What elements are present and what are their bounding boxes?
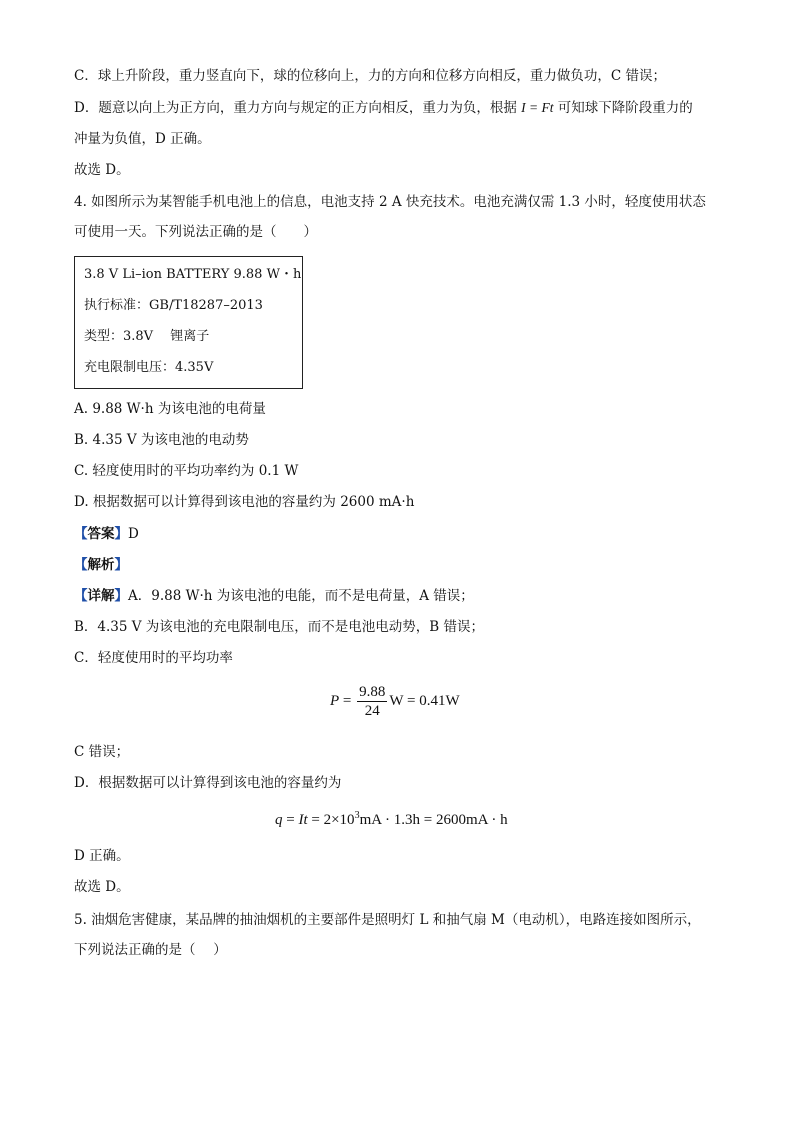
prev-solution-c: C．球上升阶段，重力竖直向下，球的位移向上，力的方向和位移方向相反，重力做负功，C 错误； xyxy=(74,68,666,84)
detail-bracket-close: 】 xyxy=(114,588,128,604)
prev-solution-d-line2: 冲量为负值，D 正确。 xyxy=(74,131,211,147)
analysis-line xyxy=(74,555,128,575)
q4-stem-line1: 4. 如图所示为某智能手机电池上的信息，电池支持 2 A 快充技术。电池充满仅需 1.3 小时，轻度使用状态 xyxy=(74,194,706,210)
analysis-tag: 解析 xyxy=(87,557,115,573)
detail-bracket-open: 【 xyxy=(74,588,88,604)
q4-option-a: A. 9.88 W·h 为该电池的电荷量 xyxy=(74,401,266,417)
q4-stem-line2: 可使用一天。下列说法正确的是（ ） xyxy=(74,224,317,240)
capacity-formula-eq1: = xyxy=(282,812,299,828)
power-formula-lhs: P xyxy=(330,692,340,709)
detail-a-line xyxy=(74,586,474,606)
analysis-bracket-close: 】 xyxy=(114,557,128,573)
capacity-formula-eq2: = 2×10 xyxy=(307,812,355,828)
power-formula-rhs: = 0.41W xyxy=(403,692,460,709)
prev-solution-d-text-after: 可知球下降阶段重力的 xyxy=(553,100,693,116)
prev-solution-d-text-before: D．题意以向上为正方向，重力方向与规定的正方向相反，重力为负，根据 xyxy=(74,100,522,116)
capacity-formula-lhs: q xyxy=(275,812,283,828)
power-formula xyxy=(330,683,460,720)
power-formula-fraction xyxy=(357,683,387,720)
answer-line xyxy=(74,524,139,544)
battery-label-line2: 执行标准：GB/T18287–2013 xyxy=(84,298,263,313)
answer-bracket-close: 】 xyxy=(114,526,128,542)
q5-stem-line2: 下列说法正确的是（ ） xyxy=(74,942,227,958)
q4-option-b: B. 4.35 V 为该电池的电动势 xyxy=(74,432,249,448)
detail-c-line: C．轻度使用时的平均功率 xyxy=(74,650,233,666)
battery-label-box xyxy=(74,256,303,389)
prev-solution-d-line1 xyxy=(74,98,693,118)
capacity-formula-rest: mA · 1.3h = 2600mA · h xyxy=(359,812,508,828)
q4-option-c: C. 轻度使用时的平均功率约为 0.1 W xyxy=(74,463,299,479)
q4-conclusion: 故选 D。 xyxy=(74,879,130,895)
battery-label-line4: 充电限制电压：4.35V xyxy=(84,360,214,375)
impulse-formula: I = Ft xyxy=(521,100,554,115)
capacity-formula-it: It xyxy=(298,812,308,828)
detail-d-line: D．根据数据可以计算得到该电池的容量约为 xyxy=(74,775,342,791)
capacity-formula xyxy=(275,810,508,829)
power-formula-denominator: 24 xyxy=(364,703,380,719)
q5-stem-line1: 5. 油烟危害健康，某品牌的抽油烟机的主要部件是照明灯 L 和抽气扇 M（电动机），电路连接如图所示， xyxy=(74,912,701,928)
detail-b-line: B．4.35 V 为该电池的充电限制电压，而不是电池电动势，B 错误； xyxy=(74,619,485,635)
capacity-formula-exponent: 3 xyxy=(354,810,360,821)
answer-bracket-open: 【 xyxy=(74,526,88,542)
detail-a-text: A．9.88 W·h 为该电池的电能，而不是电荷量，A 错误； xyxy=(128,588,474,604)
battery-label-line1: 3.8 V Li–ion BATTERY 9.88 W・h xyxy=(84,267,302,282)
prev-conclusion: 故选 D。 xyxy=(74,162,130,178)
answer-value: D xyxy=(128,526,139,542)
battery-label-line3: 类型：3.8V 锂离子 xyxy=(84,329,210,344)
detail-tag: 详解 xyxy=(87,588,115,604)
q4-option-d: D. 根据数据可以计算得到该电池的容量约为 2600 mA·h xyxy=(74,494,415,510)
power-formula-numerator: 9.88 xyxy=(359,684,386,700)
c-wrong-line: C 错误； xyxy=(74,744,130,760)
d-correct-line: D 正确。 xyxy=(74,848,130,864)
power-formula-eq: = xyxy=(339,692,356,709)
answer-tag: 答案 xyxy=(87,526,115,542)
analysis-bracket-open: 【 xyxy=(74,557,88,573)
power-formula-unit: W xyxy=(389,692,404,709)
